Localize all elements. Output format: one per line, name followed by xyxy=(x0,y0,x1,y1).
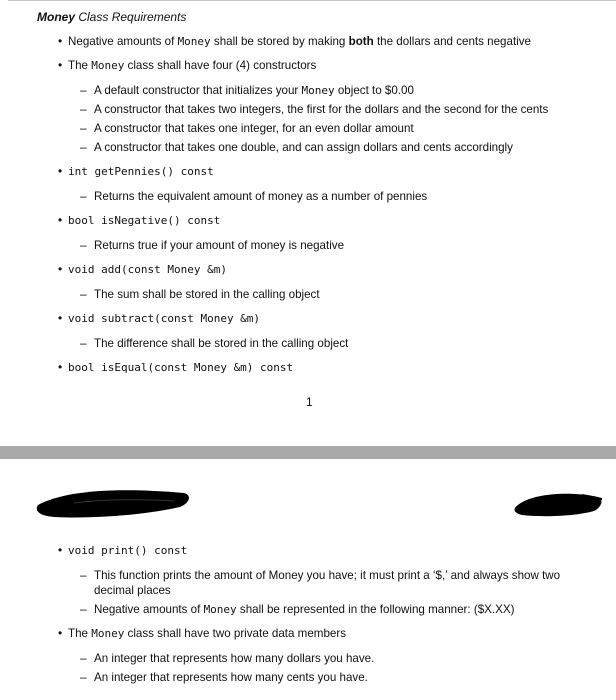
get-pennies-signature: int getPennies() const xyxy=(68,165,214,178)
section-heading: Money Class Requirements xyxy=(37,10,187,24)
constructors-requirement: The Money class shall have four (4) constructors xyxy=(68,59,317,72)
bullet-marker: • xyxy=(58,360,63,374)
get-pennies-description: Returns the equivalent amount of money as a number of pennies xyxy=(94,190,428,203)
bullet-marker: • xyxy=(58,311,63,325)
dash-marker: – xyxy=(80,238,87,252)
add-signature: void add(const Money &m) xyxy=(68,263,227,276)
dash-marker: – xyxy=(80,336,87,350)
dollars-member-item: An integer that represents how many dollars you have. xyxy=(94,652,375,665)
redaction-mark-left xyxy=(34,485,194,521)
is-negative-description: Returns true if your amount of money is negative xyxy=(94,239,345,252)
negative-storage-requirement: Negative amounts of Money shall be stored by making both the dollars and cents negative xyxy=(68,35,531,48)
bullet-marker: • xyxy=(58,34,63,48)
default-constructor-item: A default constructor that initializes your Money object to $0.00 xyxy=(94,84,414,97)
bullet-marker: • xyxy=(58,164,63,178)
bullet-marker: • xyxy=(58,543,63,557)
print-signature: void print() const xyxy=(68,544,188,557)
subtract-description: The difference shall be stored in the calling object xyxy=(94,337,349,350)
subtract-signature: void subtract(const Money &m) xyxy=(68,312,261,325)
negative-format-description: Negative amounts of Money shall be represented in the following manner: ($X.XX) xyxy=(94,603,515,616)
two-int-constructor-item: A constructor that takes two integers, the first for the dollars and the second for the cents xyxy=(94,103,549,116)
dash-marker: – xyxy=(80,287,87,301)
private-members-requirement: The Money class shall have two private data members xyxy=(68,627,346,640)
print-description: This function prints the amount of Money you have; it must print a ‘$,’ and always show two decimal places xyxy=(94,569,561,597)
dash-marker: – xyxy=(80,102,87,116)
bullet-marker: • xyxy=(58,626,63,640)
redaction-mark-right xyxy=(512,489,604,519)
is-negative-signature: bool isNegative() const xyxy=(68,214,221,227)
dash-marker: – xyxy=(80,651,87,665)
document-page-2 xyxy=(0,459,616,700)
cents-member-item: An integer that represents how many cents you have. xyxy=(94,671,368,684)
page-separator xyxy=(0,446,616,459)
is-equal-signature: bool isEqual(const Money &m) const xyxy=(68,361,294,374)
dash-marker: – xyxy=(80,189,87,203)
dash-marker: – xyxy=(80,140,87,154)
page-number: 1 xyxy=(306,395,313,409)
double-constructor-item: A constructor that takes one double, and can assign dollars and cents accordingly xyxy=(94,141,513,154)
dash-marker: – xyxy=(80,670,87,684)
dash-marker: – xyxy=(80,83,87,97)
dash-marker: – xyxy=(80,121,87,135)
dash-marker: – xyxy=(80,568,87,582)
add-description: The sum shall be stored in the calling object xyxy=(94,288,320,301)
one-int-constructor-item: A constructor that takes one integer, for an even dollar amount xyxy=(94,122,414,135)
bullet-marker: • xyxy=(58,58,63,72)
dash-marker: – xyxy=(80,602,87,616)
page-top-rule xyxy=(8,0,616,1)
bullet-marker: • xyxy=(58,262,63,276)
bullet-marker: • xyxy=(58,213,63,227)
